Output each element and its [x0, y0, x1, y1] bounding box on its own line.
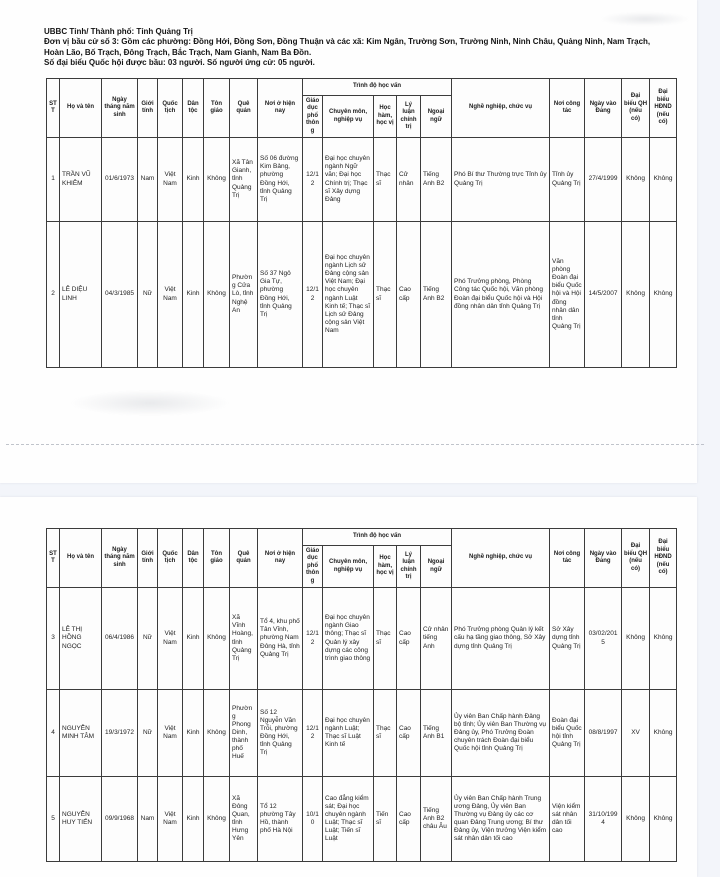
cell-noi-o: Số 37 Ngô Gia Tự, phường Đồng Hới, tỉnh Quảng Trị: [258, 222, 303, 368]
cell-dai-bieu-qh: Không: [622, 138, 650, 222]
cell-que-quan: Phường Cửa Lò, tỉnh Nghệ An: [230, 222, 258, 368]
col-header-ngay-vao-dang: Ngày vào Đảng: [585, 529, 622, 588]
col-header-dai-bieu-qh: Đại biểu QH (nếu có): [622, 529, 650, 588]
cell-dai-bieu-hdnd: Không: [650, 777, 677, 862]
cell-giao-duc-pho-thong: 12/12: [303, 138, 323, 222]
cell-dai-bieu-hdnd: Không: [650, 138, 677, 222]
cell-ho-va-ten: LÊ THỊ HỒNG NGỌC: [60, 588, 102, 690]
col-header-que-quan: Quê quán: [230, 79, 258, 138]
cell-stt: 1: [47, 138, 60, 222]
cell-noi-o: Tổ 4, khu phố Tân Vĩnh, phường Nam Đông Hà, tỉnh Quảng Trị: [258, 588, 303, 690]
cell-nghe-nghiep: Phó Trưởng phòng Quản lý kết cấu hạ tầng giao thông, Sở Xây dựng tỉnh Quảng Trị: [452, 588, 550, 690]
cell-ngay-vao-dang: 14/5/2007: [585, 222, 622, 368]
cell-ho-va-ten: NGUYỄN HUY TIẾN: [60, 777, 102, 862]
cell-quoc-tich: Việt Nam: [158, 777, 183, 862]
col-header-dai-bieu-hdnd: Đại biểu HĐND (nếu có): [650, 79, 677, 138]
cell-quoc-tich: Việt Nam: [158, 690, 183, 777]
cell-noi-cong-tac: Văn phòng Đoàn đại biểu Quốc hội và Hội đồng nhân dân tỉnh Quảng Trị: [550, 222, 585, 368]
cell-ly-luan: Cao cấp: [397, 222, 421, 368]
cell-ton-giao: Không: [204, 222, 230, 368]
cell-dan-toc: Kinh: [183, 690, 204, 777]
col-header-ly-luan: Lý luận chính trị: [397, 546, 421, 588]
col-header-giao-duc-pho-thong: Giáo dục phổ thông: [303, 546, 323, 588]
cell-ton-giao: Không: [204, 588, 230, 690]
cell-ngay-sinh: 19/3/1972: [102, 690, 138, 777]
cell-giao-duc-pho-thong: 12/12: [303, 222, 323, 368]
cell-ngay-sinh: 04/3/1985: [102, 222, 138, 368]
col-header-dan-toc: Dân tộc: [183, 79, 204, 138]
col-header-chuyen-mon: Chuyên môn, nghiệp vụ: [323, 96, 374, 138]
table-header: [47, 529, 677, 588]
cell-ton-giao: Không: [204, 138, 230, 222]
col-header-ngay-vao-dang: Ngày vào Đảng: [585, 79, 622, 138]
cell-quoc-tich: Việt Nam: [158, 588, 183, 690]
cell-gioi-tinh: Nữ: [138, 588, 158, 690]
col-group-trinh-do-hoc-van: Trình độ học vấn: [303, 529, 452, 546]
doc-title-line-donvi: Đơn vị bầu cử số 3: Gồm các phường: Đồng Hới, Đồng Sơn, Đồng Thuận và các xã: Kim Ngân, Trường Sơn, Trường Ninh, Ninh Châu, Quảng Ninh, Nam Trạch, Hoàn Lão, Bố Trạch, Đông Trạch, Bắc Trạch, Nam Gianh, Nam Ba Đồn.: [44, 37, 651, 57]
cell-ly-luan: Cử nhân: [397, 138, 421, 222]
col-header-ngay-sinh: Ngày tháng năm sinh: [102, 79, 138, 138]
col-group-trinh-do-hoc-van: Trình độ học vấn: [303, 79, 452, 96]
col-header-ton-giao: Tôn giáo: [204, 529, 230, 588]
col-header-noi-o: Nơi ở hiện nay: [258, 79, 303, 138]
col-header-hoc-ham: Học hàm, học vị: [374, 546, 397, 588]
cell-dai-bieu-qh: Không: [622, 222, 650, 368]
scan-smudge: [70, 390, 230, 416]
table-row: [47, 777, 677, 862]
col-header-noi-o: Nơi ở hiện nay: [258, 529, 303, 588]
cell-noi-o: Tổ 12 phường Tây Hồ, thành phố Hà Nội: [258, 777, 303, 862]
cell-ngay-vao-dang: 03/02/2015: [585, 588, 622, 690]
cell-hoc-ham: Tiến sĩ: [374, 777, 397, 862]
cell-nghe-nghiep: Phó Bí thư Thường trực Tỉnh ủy Quảng Trị: [452, 138, 550, 222]
cell-quoc-tich: Việt Nam: [158, 138, 183, 222]
cell-ngoai-ngu: Tiếng Anh B2: [421, 138, 452, 222]
col-header-stt: STT: [47, 529, 60, 588]
cell-dan-toc: Kinh: [183, 777, 204, 862]
col-header-dai-bieu-qh: Đại biểu QH (nếu có): [622, 79, 650, 138]
col-header-hoc-ham: Học hàm, học vị: [374, 96, 397, 138]
cell-chuyen-mon: Đại học chuyên ngành Lịch sử Đảng cộng sản Việt Nam; Đại học chuyên ngành Luật Kinh tế; Thạc sĩ Lịch sử Đảng cộng sản Việt Nam: [323, 222, 374, 368]
cell-ho-va-ten: TRẦN VŨ KHIÊM: [60, 138, 102, 222]
cell-ly-luan: Cao cấp: [397, 690, 421, 777]
col-header-ly-luan: Lý luận chính trị: [397, 96, 421, 138]
cell-giao-duc-pho-thong: 10/10: [303, 777, 323, 862]
col-header-ton-giao: Tôn giáo: [204, 79, 230, 138]
doc-title-line-ubbc: UBBC Tỉnh/ Thành phố: Tỉnh Quảng Trị: [44, 27, 193, 36]
table-body-page2: [47, 588, 677, 862]
cell-stt: 4: [47, 690, 60, 777]
col-header-gioi-tinh: Giới tính: [138, 79, 158, 138]
cell-ngay-vao-dang: 27/4/1999: [585, 138, 622, 222]
col-header-stt: STT: [47, 79, 60, 138]
cell-noi-cong-tac: Sở Xây dựng tỉnh Quảng Trị: [550, 588, 585, 690]
cell-hoc-ham: Thạc sĩ: [374, 690, 397, 777]
cell-noi-cong-tac: Tỉnh ủy Quảng Trị: [550, 138, 585, 222]
cell-nghe-nghiep: Phó Trưởng phòng, Phòng Công tác Quốc hội, Văn phòng Đoàn đại biểu Quốc hội và Hội đồng nhân dân tỉnh Quảng Trị: [452, 222, 550, 368]
col-header-ngoai-ngu: Ngoại ngữ: [421, 96, 452, 138]
cell-ngoai-ngu: Cử nhân tiếng Anh: [421, 588, 452, 690]
cell-dai-bieu-qh: Không: [622, 777, 650, 862]
col-header-giao-duc-pho-thong: Giáo dục phổ thông: [303, 96, 323, 138]
col-header-nghe-nghiep: Nghề nghiệp, chức vụ: [452, 79, 550, 138]
cell-ngay-sinh: 01/6/1973: [102, 138, 138, 222]
cell-ton-giao: Không: [204, 777, 230, 862]
cell-ho-va-ten: NGUYỄN MINH TÂM: [60, 690, 102, 777]
document-title-block: [44, 27, 664, 69]
col-header-ho-va-ten: Họ và tên: [60, 529, 102, 588]
cell-ngay-sinh: 09/9/1968: [102, 777, 138, 862]
table-row: [47, 222, 677, 368]
cell-gioi-tinh: Nam: [138, 777, 158, 862]
col-header-ho-va-ten: Họ và tên: [60, 79, 102, 138]
cell-noi-o: Số 12 Nguyễn Văn Trỗi, phường Đồng Hới, tỉnh Quảng Trị: [258, 690, 303, 777]
col-header-ngoai-ngu: Ngoại ngữ: [421, 546, 452, 588]
cell-stt: 2: [47, 222, 60, 368]
table-row: [47, 690, 677, 777]
col-header-noi-cong-tac: Nơi công tác: [550, 79, 585, 138]
cell-chuyen-mon: Đại học chuyên ngành Luật; Thạc sĩ Luật Kinh tế: [323, 690, 374, 777]
cell-stt: 5: [47, 777, 60, 862]
table-header: [47, 79, 677, 138]
scan-page-2: [0, 497, 697, 877]
cell-ly-luan: Cao cấp: [397, 777, 421, 862]
cell-que-quan: Phường Phong Dinh, thành phố Huế: [230, 690, 258, 777]
cell-gioi-tinh: Nữ: [138, 222, 158, 368]
cell-ly-luan: Cao cấp: [397, 588, 421, 690]
cell-dai-bieu-hdnd: Không: [650, 588, 677, 690]
col-header-nghe-nghiep: Nghề nghiệp, chức vụ: [452, 529, 550, 588]
cell-ngoai-ngu: Tiếng Anh B2: [421, 222, 452, 368]
cell-gioi-tinh: Nữ: [138, 690, 158, 777]
cell-ngoai-ngu: Tiếng Anh B1: [421, 690, 452, 777]
cell-ngay-vao-dang: 08/8/1997: [585, 690, 622, 777]
cell-nghe-nghiep: Ủy viên Ban Chấp hành Trung ương Đảng, Ủy viên Ban Thường vụ Đảng ủy các cơ quan Đảng Trung ương; Bí thư Đảng ủy, Viện trưởng Viện kiểm sát nhân dân tối cao: [452, 777, 550, 862]
cell-ngay-sinh: 06/4/1986: [102, 588, 138, 690]
cell-dai-bieu-hdnd: Không: [650, 690, 677, 777]
cell-dan-toc: Kinh: [183, 138, 204, 222]
table-row: [47, 588, 677, 690]
cell-noi-cong-tac: Đoàn đại biểu Quốc hội tỉnh Quảng Trị: [550, 690, 585, 777]
cell-que-quan: Xã Vĩnh Hoàng, tỉnh Quảng Trị: [230, 588, 258, 690]
cell-giao-duc-pho-thong: 12/12: [303, 690, 323, 777]
cell-que-quan: Xã Đông Quan, tỉnh Hưng Yên: [230, 777, 258, 862]
candidates-table-page2: [46, 528, 677, 862]
cell-quoc-tich: Việt Nam: [158, 222, 183, 368]
cell-noi-cong-tac: Viện kiểm sát nhân dân tối cao: [550, 777, 585, 862]
col-header-noi-cong-tac: Nơi công tác: [550, 529, 585, 588]
cell-hoc-ham: Thạc sĩ: [374, 588, 397, 690]
cell-que-quan: Xã Tân Gianh, tỉnh Quảng Trị: [230, 138, 258, 222]
cell-dai-bieu-hdnd: Không: [650, 222, 677, 368]
scan-smudge: [600, 12, 690, 26]
cell-dan-toc: Kinh: [183, 588, 204, 690]
col-header-dan-toc: Dân tộc: [183, 529, 204, 588]
candidates-table-page1: [46, 78, 677, 368]
cell-ho-va-ten: LÊ DIỆU LINH: [60, 222, 102, 368]
cell-gioi-tinh: Nam: [138, 138, 158, 222]
cell-dan-toc: Kinh: [183, 222, 204, 368]
cell-noi-o: Số 06 đường Kim Bảng, phường Đồng Hới, tỉnh Quảng Trị: [258, 138, 303, 222]
cell-hoc-ham: Thạc sĩ: [374, 222, 397, 368]
page-edge-line: [6, 444, 704, 445]
cell-nghe-nghiep: Ủy viên Ban Chấp hành Đảng bộ tỉnh; Ủy viên Ban Thường vụ Đảng ủy, Phó Trưởng Đoàn chuyên trách Đoàn đại biểu Quốc hội tỉnh Quảng Trị: [452, 690, 550, 777]
cell-chuyen-mon: Cao đẳng kiểm sát; Đại học chuyên ngành Luật; Thạc sĩ Luật; Tiến sĩ Luật: [323, 777, 374, 862]
doc-title-line-sodaibieu: Số đại biểu Quốc hội được bầu: 03 người. Số người ứng cử: 05 người.: [44, 58, 315, 68]
col-header-dai-bieu-hdnd: Đại biểu HĐND (nếu có): [650, 529, 677, 588]
cell-giao-duc-pho-thong: 12/12: [303, 588, 323, 690]
cell-ton-giao: Không: [204, 690, 230, 777]
col-header-quoc-tich: Quốc tịch: [158, 79, 183, 138]
table-row: [47, 138, 677, 222]
cell-chuyen-mon: Đại học chuyên ngành Giao thông; Thạc sĩ Quản lý xây dựng các công trình giao thông: [323, 588, 374, 690]
cell-stt: 3: [47, 588, 60, 690]
cell-hoc-ham: Thạc sĩ: [374, 138, 397, 222]
cell-ngoai-ngu: Tiếng Anh B2 châu Âu: [421, 777, 452, 862]
col-header-que-quan: Quê quán: [230, 529, 258, 588]
col-header-gioi-tinh: Giới tính: [138, 529, 158, 588]
table-body-page1: [47, 138, 677, 368]
cell-dai-bieu-qh: XV: [622, 690, 650, 777]
col-header-quoc-tich: Quốc tịch: [158, 529, 183, 588]
cell-ngay-vao-dang: 31/10/1994: [585, 777, 622, 862]
col-header-ngay-sinh: Ngày tháng năm sinh: [102, 529, 138, 588]
cell-chuyen-mon: Đại học chuyên ngành Ngữ văn; Đại học Chính trị; Thạc sĩ Xây dựng Đảng: [323, 138, 374, 222]
col-header-chuyen-mon: Chuyên môn, nghiệp vụ: [323, 546, 374, 588]
cell-dai-bieu-qh: Không: [622, 588, 650, 690]
